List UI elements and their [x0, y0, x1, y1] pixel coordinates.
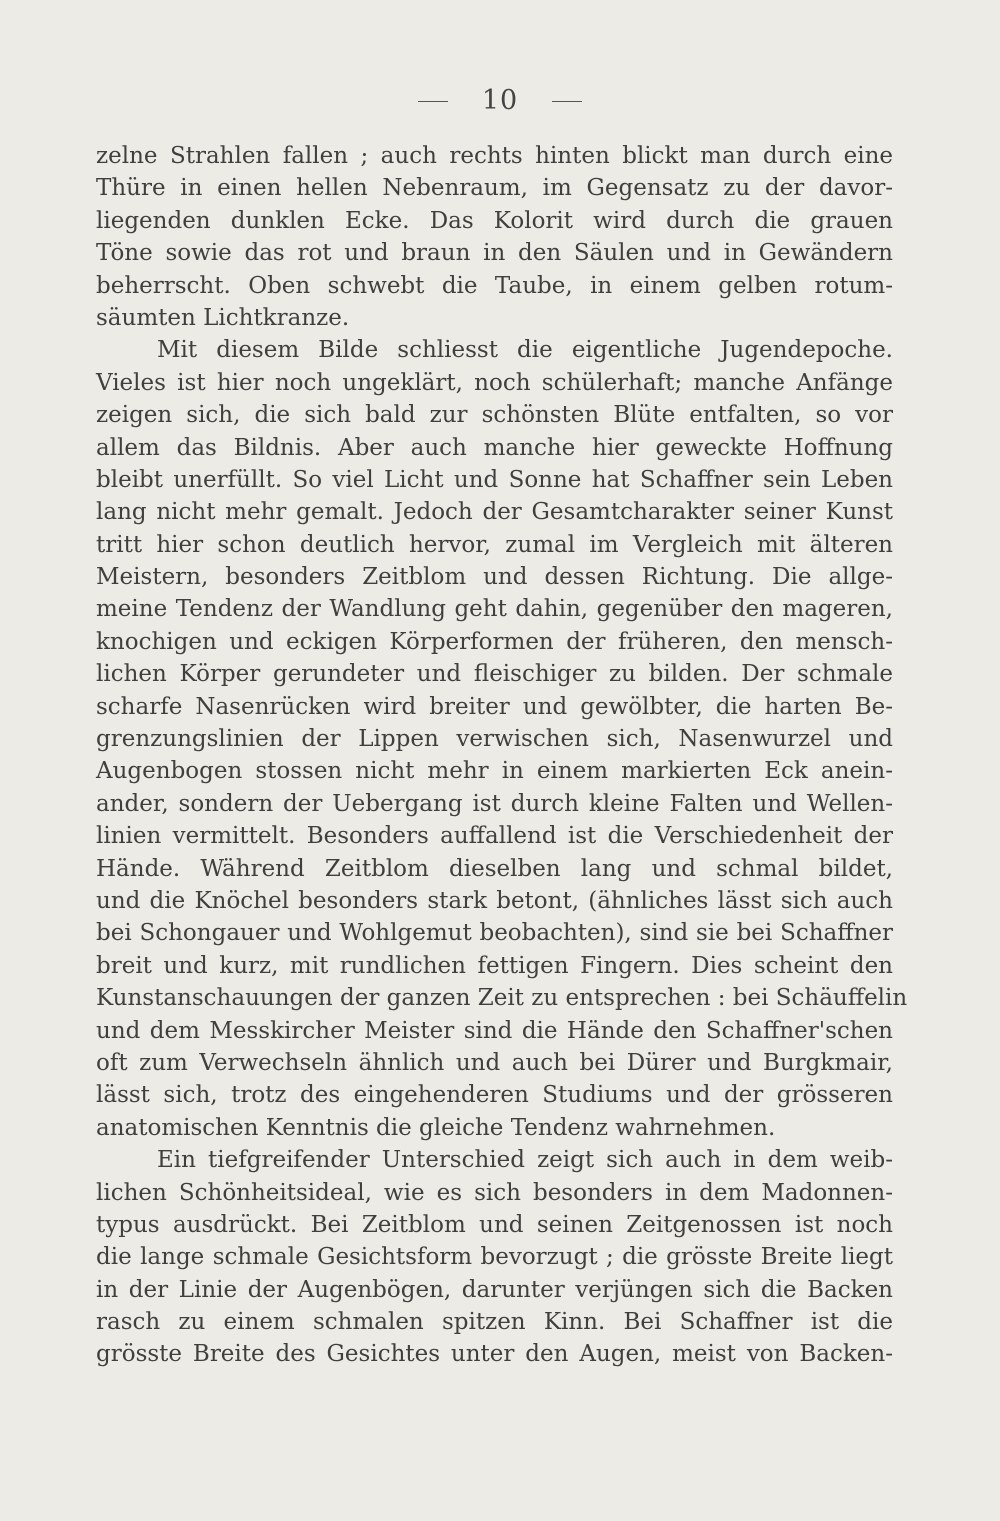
text-line: bei Schongauer und Wohlgemut beobachten), sind sie bei Schaffner: [96, 920, 893, 947]
text-line: Meistern, besonders Zeitblom und dessen Richtung. Die allge-: [96, 564, 893, 591]
text-line: linien vermittelt. Besonders auffallend ist die Verschiedenheit der: [96, 823, 893, 850]
text-line: anatomischen Kenntnis die gleiche Tendenz wahrnehmen.: [96, 1114, 776, 1141]
text-line: typus ausdrückt. Bei Zeitblom und seinen Zeitgenossen ist noch: [96, 1211, 893, 1238]
page-number-header: [0, 84, 1000, 116]
text-line: und die Knöchel besonders stark betont, (ähnliches lässt sich auch: [96, 887, 893, 914]
body-text: [96, 140, 908, 1371]
text-line: lichen Körper gerundeter und fleischiger zu bilden. Der schmale: [96, 661, 893, 688]
text-line: grösste Breite des Gesichtes unter den Augen, meist von Backen-: [96, 1341, 893, 1368]
text-line: Mit diesem Bilde schliesst die eigentliche Jugendepoche.: [157, 337, 893, 364]
text-line: ander, sondern der Uebergang ist durch kleine Falten und Wellen-: [96, 790, 893, 817]
text-line: knochigen und eckigen Körperformen der früheren, den mensch-: [96, 628, 893, 655]
right-dash: [552, 101, 582, 102]
text-line: oft zum Verwechseln ähnlich und auch bei Dürer und Burgkmair,: [96, 1049, 893, 1076]
text-line: Ein tiefgreifender Unterschied zeigt sich auch in dem weib-: [157, 1147, 893, 1174]
text-line: lässt sich, trotz des eingehenderen Studiums und der grösseren: [96, 1082, 893, 1109]
text-line: zelne Strahlen fallen ; auch rechts hinten blickt man durch eine: [96, 143, 893, 169]
text-line: säumten Lichtkranze.: [96, 304, 350, 331]
text-line: scharfe Nasenrücken wird breiter und gewölbter, die harten Be-: [96, 693, 893, 720]
text-line: Thüre in einen hellen Nebenraum, im Gegensatz zu der davor-: [96, 175, 893, 202]
text-line: die lange schmale Gesichtsform bevorzugt ; die grösste Breite liegt: [96, 1244, 893, 1271]
page-number: 10: [481, 85, 519, 116]
left-dash: [418, 101, 448, 102]
text-line: lichen Schönheitsideal, wie es sich besonders in dem Madonnen-: [96, 1179, 893, 1206]
text-line: lang nicht mehr gemalt. Jedoch der Gesamtcharakter seiner Kunst: [96, 499, 893, 526]
text-line: liegenden dunklen Ecke. Das Kolorit wird durch die grauen: [96, 207, 893, 234]
text-line: Vieles ist hier noch ungeklärt, noch schülerhaft; manche Anfänge: [96, 369, 893, 396]
text-line: allem das Bildnis. Aber auch manche hier geweckte Hoffnung: [96, 434, 893, 461]
text-line: bleibt unerfüllt. So viel Licht und Sonne hat Schaffner sein Leben: [96, 466, 893, 493]
text-line: tritt hier schon deutlich hervor, zumal im Vergleich mit älteren: [96, 531, 893, 558]
text-line: rasch zu einem schmalen spitzen Kinn. Bei Schaffner ist die: [96, 1309, 893, 1336]
text-line: Kunstanschauungen der ganzen Zeit zu entsprechen : bei Schäuffelin: [96, 985, 908, 1012]
text-line: Hände. Während Zeitblom dieselben lang und schmal bildet,: [96, 855, 893, 882]
text-line: in der Linie der Augenbögen, darunter verjüngen sich die Backen: [96, 1276, 893, 1303]
text-line: breit und kurz, mit rundlichen fettigen Fingern. Dies scheint den: [96, 952, 893, 979]
text-line: Töne sowie das rot und braun in den Säulen und in Gewändern: [96, 240, 893, 267]
text-line: zeigen sich, die sich bald zur schönsten Blüte entfalten, so vor: [96, 402, 893, 429]
text-line: meine Tendenz der Wandlung geht dahin, gegenüber den mageren,: [96, 596, 893, 623]
text-line: beherrscht. Oben schwebt die Taube, in einem gelben rotum-: [96, 272, 893, 299]
text-line: und dem Messkircher Meister sind die Hände den Schaffner'schen: [96, 1017, 893, 1044]
text-line: Augenbogen stossen nicht mehr in einem markierten Eck anein-: [96, 758, 893, 785]
text-line: grenzungslinien der Lippen verwischen sich, Nasenwurzel und: [96, 726, 893, 753]
